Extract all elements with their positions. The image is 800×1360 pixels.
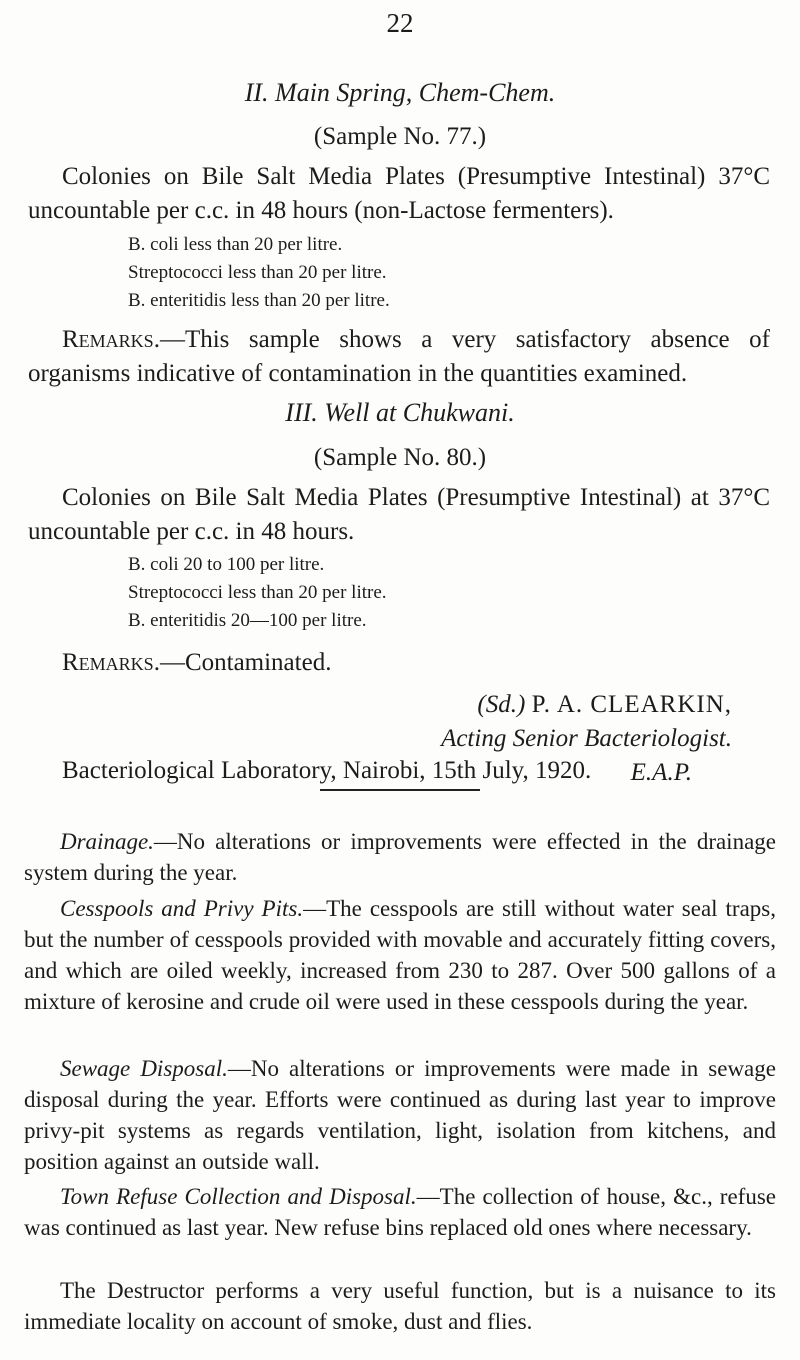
paragraph-text: —The collection of house, &c., refuse was continued as last year. New refuse bins replaced old ones where necessary. [24, 1184, 776, 1240]
signature-org: E.A.P. [630, 759, 692, 786]
section-divider [320, 789, 480, 791]
paragraph-sewage [24, 1053, 776, 1177]
remarks-text: —This sample shows a very satisfactory absence of organisms indicative of contamination in the quantities examined. [28, 326, 770, 387]
remarks-paragraph-80 [28, 646, 770, 680]
signature-name: P. A. CLEARKIN, [531, 691, 732, 718]
paragraph-title: Cesspools and Privy Pits. [60, 896, 304, 921]
results-list-77 [128, 231, 390, 315]
result-b-enteritidis: B. enteritidis 20—100 per litre. [128, 610, 367, 631]
paragraph-text: —No alterations or improvements were effected in the drainage system during the year. [24, 829, 776, 885]
paragraph-text: —The cesspools are still without water seal traps, but the number of cesspools provided with movable and accurately fitting covers, and which are oiled weekly, increased from 230 to 287. Over 500 gallons of a mixture of kerosine and crude oil were used in these cesspools during the year. [24, 896, 777, 1014]
laboratory-dateline: Bacteriological Laboratory, Nairobi, 15th July, 1920. [62, 757, 592, 784]
paragraph-destructor [24, 1275, 776, 1337]
sample-number-80: (Sample No. 80.) [313, 444, 487, 471]
remarks-label: Remarks. [62, 326, 160, 353]
paragraph-title: Sewage Disposal. [60, 1056, 228, 1081]
paragraph-text: The Destructor performs a very useful function, but is a nuisance to its immediate locality on account of smoke, dust and flies. [24, 1278, 776, 1334]
sample-number-77: (Sample No. 77.) [313, 123, 487, 150]
result-b-coli: B. coli 20 to 100 per litre. [128, 554, 325, 575]
paragraph-title: Town Refuse Collection and Disposal. [60, 1184, 417, 1209]
colonies-paragraph-80: Colonies on Bile Salt Media Plates (Presumptive Intestinal) at 37°C uncountable per c.c. in 48 hours. [28, 484, 770, 545]
signature-title: Acting Senior Bacteriologist. [441, 725, 732, 752]
colonies-paragraph-77: Colonies on Bile Salt Media Plates (Presumptive Intestinal) 37°C uncountable per c.c. in 48 hours (non-Lactose fermenters). [28, 163, 770, 224]
remarks-paragraph-77 [28, 323, 770, 391]
paragraph-refuse [24, 1181, 776, 1243]
section-heading-well-chukwani: III. Well at Chukwani. [285, 398, 515, 427]
results-list-80 [128, 551, 387, 635]
result-b-enteritidis: B. enteritidis less than 20 per litre. [128, 290, 390, 311]
result-b-coli: B. coli less than 20 per litre. [128, 234, 343, 255]
page-number: 22 [386, 8, 414, 38]
signature-prefix: (Sd.) [477, 691, 526, 718]
paragraph-drainage [24, 826, 776, 888]
paragraph-title: Drainage. [60, 829, 154, 854]
remarks-label: Remarks. [62, 649, 160, 676]
section-heading-main-spring: II. Main Spring, Chem-Chem. [244, 78, 556, 107]
paragraph-text: —No alterations or improvements were made in sewage disposal during the year. Efforts were continued as during last year to improve privy-pit systems as regards ventilation, light, isolation from kitchens, and position against an outside wall. [24, 1056, 776, 1174]
result-streptococci: Streptococci less than 20 per litre. [128, 262, 387, 283]
remarks-text: —Contaminated. [159, 649, 332, 676]
paragraph-cesspools [24, 893, 776, 1017]
result-streptococci: Streptococci less than 20 per litre. [128, 582, 387, 603]
